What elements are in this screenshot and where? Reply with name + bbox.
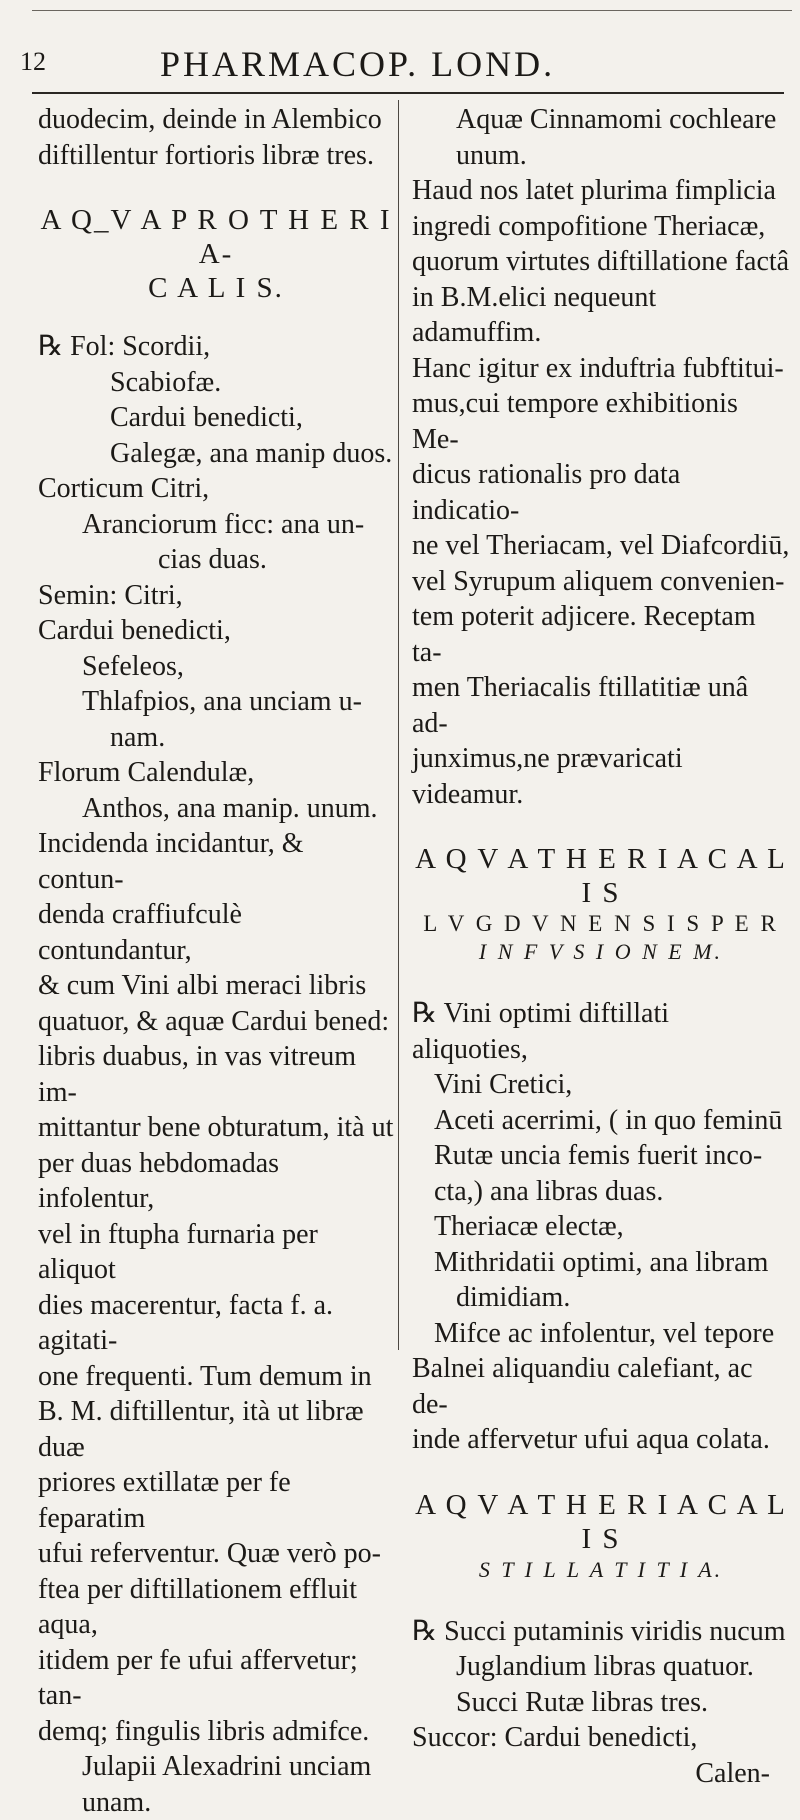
text-line: itidem per fe ufui affervetur; tan- <box>38 1643 394 1714</box>
recipe-line: Semin: Citri, <box>38 578 394 614</box>
recipe-line: cta,) ana libras duas. <box>412 1174 790 1210</box>
recipe-line: Scabiofæ. <box>38 365 394 401</box>
section-subtitle: I N F V S I O N E M. <box>412 938 790 966</box>
recipe-line: Florum Calendulæ, <box>38 755 394 791</box>
recipe-line: Cardui benedicti, <box>38 400 394 436</box>
recipe-line: Aceti acerrimi, ( in quo feminū <box>412 1103 790 1139</box>
running-title: PHARMACOP. LOND. <box>160 44 555 84</box>
text-line: mittantur bene obturatum, ità ut <box>38 1110 394 1146</box>
recipe-line: Mithridatii optimi, ana libram <box>412 1245 790 1281</box>
text-line: diftillentur fortioris libræ tres. <box>38 138 394 174</box>
text-line: unum. <box>412 138 790 174</box>
text-line: Haud nos latet plurima fimplicia <box>412 173 790 209</box>
text-line: inde affervetur ufui aqua colata. <box>412 1422 790 1458</box>
text-line: libris duabus, in vas vitreum im- <box>38 1039 394 1110</box>
recipe-line: ℞ Fol: Scordii, <box>38 329 394 365</box>
text-line: quorum virtutes diftillatione factâ <box>412 244 790 280</box>
page-number: 12 <box>20 48 46 76</box>
recipe-line: ℞ Vini optimi diftillati aliquoties, <box>412 996 790 1067</box>
text-line: dicus rationalis pro data indicatio- <box>412 457 790 528</box>
text-line: one frequenti. Tum demum in <box>38 1359 394 1395</box>
text-line: priores extillatæ per fe feparatim <box>38 1465 394 1536</box>
recipe-line: Juglandium libras quatuor. <box>412 1649 790 1685</box>
header-rule <box>32 92 784 94</box>
recipe-line: Vini Cretici, <box>412 1067 790 1103</box>
recipe-line: Sefeleos, <box>38 649 394 685</box>
text-line: mus,cui tempore exhibitionis Me- <box>412 386 790 457</box>
text-line: ftea per diftillationem effluit aqua, <box>38 1572 394 1643</box>
text-line: unam. <box>38 1785 394 1820</box>
text-line: ne vel Theriacam, vel Diafcordiū, <box>412 528 790 564</box>
recipe-line: Rutæ uncia femis fuerit inco- <box>412 1138 790 1174</box>
text-line: duodecim, deinde in Alembico <box>38 102 394 138</box>
text-line: Hanc igitur ex induftria fubftitui- <box>412 351 790 387</box>
text-line: Aquæ Cinnamomi cochleare <box>412 102 790 138</box>
text-line: denda craffiufculè contundantur, <box>38 897 394 968</box>
recipe-line: dimidiam. <box>412 1280 790 1316</box>
text-line: in B.M.elici nequeunt adamuffim. <box>412 280 790 351</box>
text-line: quatuor, & aquæ Cardui bened: <box>38 1004 394 1040</box>
recipe-line: Aranciorum ficc: ana un- <box>38 507 394 543</box>
text-line: Julapii Alexadrini unciam <box>38 1749 394 1785</box>
text-line: Balnei aliquandiu calefiant, ac de- <box>412 1351 790 1422</box>
text-line: junximus,ne prævaricati videamur. <box>412 741 790 812</box>
recipe-line: Succi Rutæ libras tres. <box>412 1685 790 1721</box>
recipe-line: Anthos, ana manip. unum. <box>38 791 394 827</box>
recipe-line: Succor: Cardui benedicti, <box>412 1720 790 1756</box>
text-line: dies macerentur, facta f. a. agitati- <box>38 1288 394 1359</box>
recipe-line: Theriacæ electæ, <box>412 1209 790 1245</box>
text-line: vel in ftupha furnaria per aliquot <box>38 1217 394 1288</box>
recipe-line: Cardui benedicti, <box>38 613 394 649</box>
text-line: Mifce ac infolentur, vel tepore <box>412 1316 790 1352</box>
top-border-rule <box>32 10 792 11</box>
section-title: A Q V A T H E R I A C A L I S <box>412 1488 790 1556</box>
section-title: C A L I S. <box>38 271 394 305</box>
section-title: A Q_V A P R O T H E R I A- <box>38 203 394 271</box>
text-line: vel Syrupum aliquem convenien- <box>412 564 790 600</box>
left-column <box>38 102 394 1820</box>
column-divider <box>398 100 399 1350</box>
text-line: demq; fingulis libris admifce. <box>38 1714 394 1750</box>
recipe-line: cias duas. <box>38 542 394 578</box>
section-subtitle: S T I L L A T I T I A. <box>412 1556 790 1584</box>
recipe-line: Corticum Citri, <box>38 471 394 507</box>
text-line: ufui referventur. Quæ verò po- <box>38 1536 394 1572</box>
text-line: men Theriacalis ftillatitiæ unâ ad- <box>412 670 790 741</box>
text-line: & cum Vini albi meraci libris <box>38 968 394 1004</box>
recipe-line: ℞ Succi putaminis viridis nucum <box>412 1614 790 1650</box>
text-line: per duas hebdomadas infolentur, <box>38 1146 394 1217</box>
recipe-line: Thlafpios, ana unciam u- <box>38 684 394 720</box>
section-subtitle: L V G D V N E N S I S P E R <box>412 910 790 938</box>
text-line: Incidenda incidantur, & contun- <box>38 826 394 897</box>
text-line: ingredi compofitione Theriacæ, <box>412 209 790 245</box>
recipe-line: nam. <box>38 720 394 756</box>
catchword: Calen- <box>412 1756 790 1792</box>
text-line: tem poterit adjicere. Receptam ta- <box>412 599 790 670</box>
text-line: B. M. diftillentur, ità ut libræ duæ <box>38 1394 394 1465</box>
right-column <box>412 102 790 1791</box>
recipe-line: Galegæ, ana manip duos. <box>38 436 394 472</box>
section-title: A Q V A T H E R I A C A L I S <box>412 842 790 910</box>
